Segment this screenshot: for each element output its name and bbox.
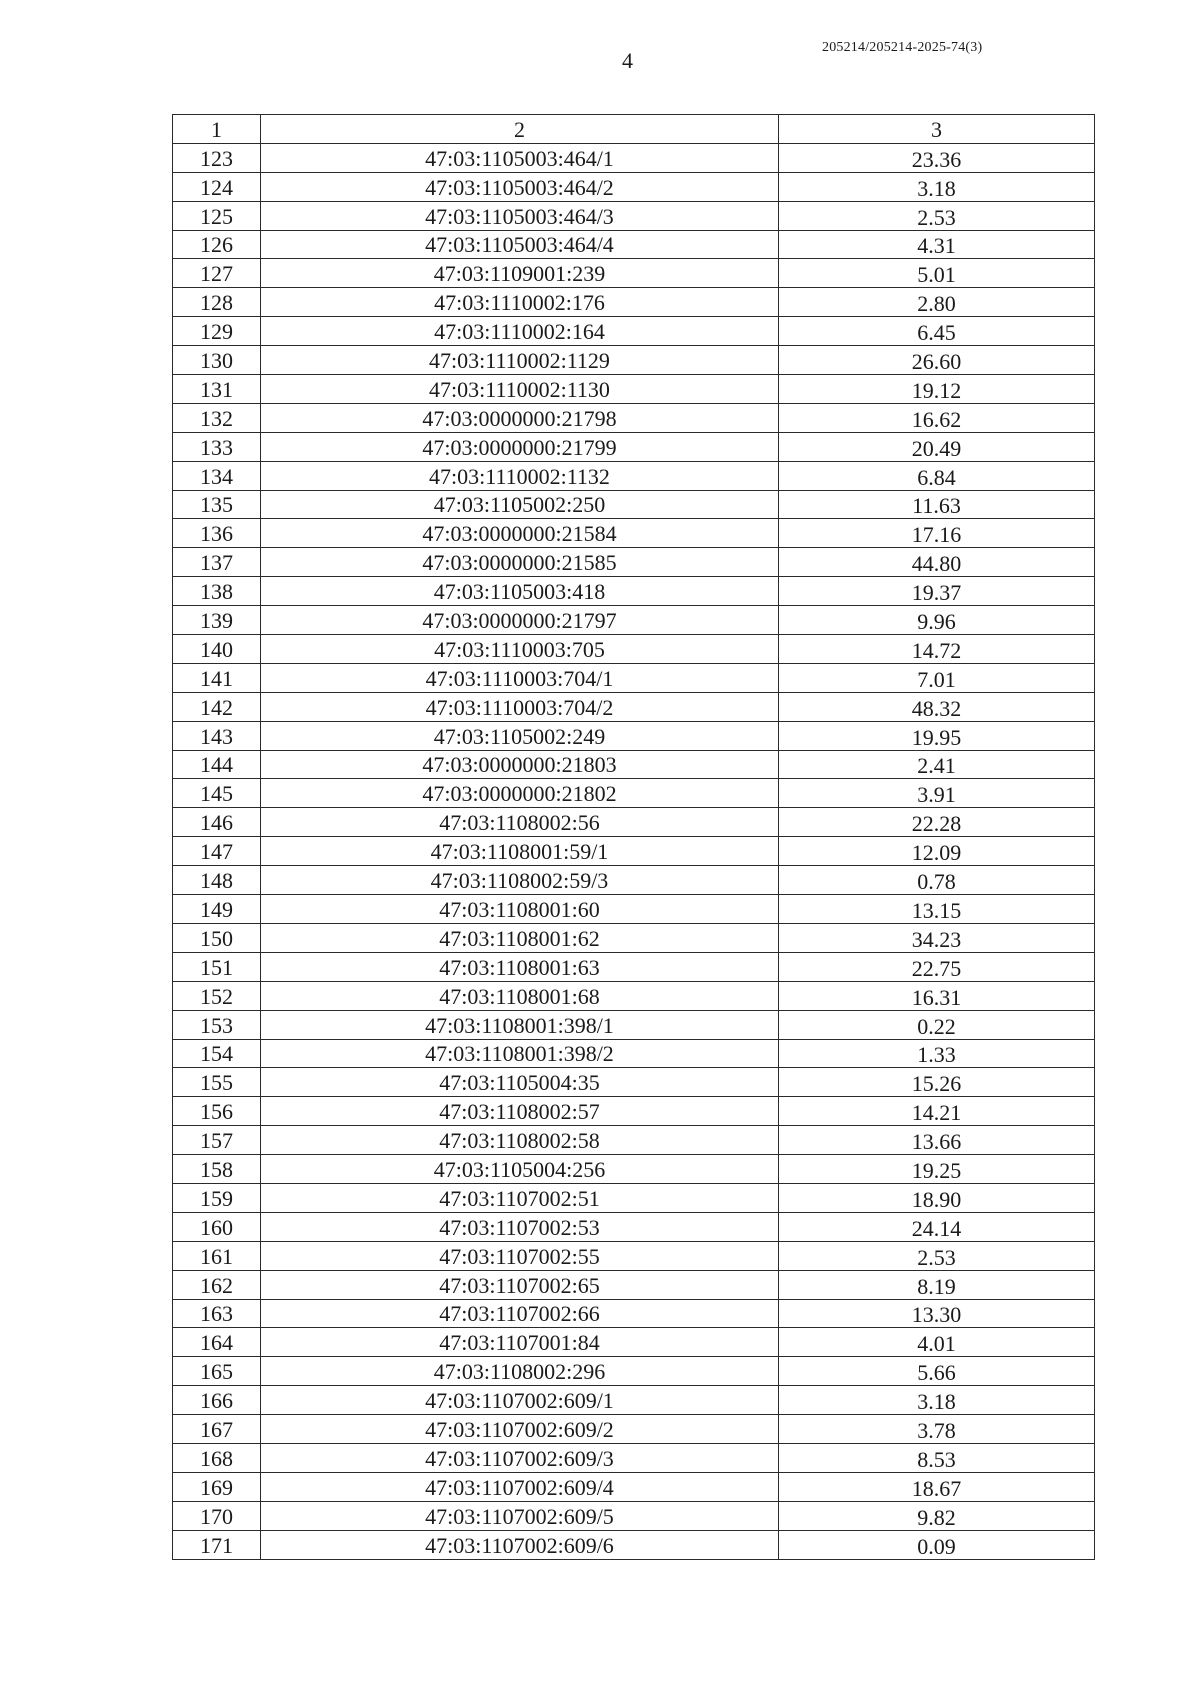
table-row xyxy=(173,317,1095,346)
row-number-cell: 127 xyxy=(173,259,261,288)
value-cell: 16.62 xyxy=(779,403,1095,432)
value-cell: 11.63 xyxy=(779,490,1095,519)
row-number-cell: 158 xyxy=(173,1155,261,1184)
table-row xyxy=(173,1212,1095,1241)
cadastral-number-cell: 47:03:1108001:68 xyxy=(261,981,779,1010)
row-number-cell: 141 xyxy=(173,663,261,692)
table-row xyxy=(173,1126,1095,1155)
row-number-cell: 146 xyxy=(173,808,261,837)
table-row xyxy=(173,288,1095,317)
row-number-cell: 150 xyxy=(173,923,261,952)
cadastral-number-cell: 47:03:1110002:1132 xyxy=(261,461,779,490)
cadastral-number-cell: 47:03:1105004:35 xyxy=(261,1068,779,1097)
row-number-cell: 157 xyxy=(173,1126,261,1155)
value-cell: 0.09 xyxy=(779,1530,1095,1559)
row-number-cell: 139 xyxy=(173,606,261,635)
parcel-table xyxy=(172,114,1095,1560)
value-cell: 6.45 xyxy=(779,317,1095,346)
cadastral-number-cell: 47:03:1105002:250 xyxy=(261,490,779,519)
cadastral-number-cell: 47:03:1110003:704/1 xyxy=(261,663,779,692)
cadastral-number-cell: 47:03:1105003:464/4 xyxy=(261,230,779,259)
row-number-cell: 151 xyxy=(173,952,261,981)
value-cell: 3.78 xyxy=(779,1415,1095,1444)
value-cell: 19.25 xyxy=(779,1155,1095,1184)
cadastral-number-cell: 47:03:1105003:464/2 xyxy=(261,172,779,201)
table-row xyxy=(173,1415,1095,1444)
row-number-cell: 166 xyxy=(173,1386,261,1415)
table-row xyxy=(173,577,1095,606)
value-cell: 0.78 xyxy=(779,866,1095,895)
table-row xyxy=(173,1501,1095,1530)
table-row xyxy=(173,201,1095,230)
row-number-cell: 128 xyxy=(173,288,261,317)
table-row xyxy=(173,1472,1095,1501)
cadastral-number-cell: 47:03:1108001:63 xyxy=(261,952,779,981)
table-row xyxy=(173,663,1095,692)
cadastral-number-cell: 47:03:1110002:164 xyxy=(261,317,779,346)
cadastral-number-cell: 47:03:0000000:21584 xyxy=(261,519,779,548)
value-cell: 19.95 xyxy=(779,721,1095,750)
row-number-cell: 130 xyxy=(173,346,261,375)
cadastral-number-cell: 47:03:1108002:56 xyxy=(261,808,779,837)
row-number-cell: 132 xyxy=(173,403,261,432)
cadastral-number-cell: 47:03:1110002:176 xyxy=(261,288,779,317)
value-cell: 18.90 xyxy=(779,1183,1095,1212)
row-number-cell: 135 xyxy=(173,490,261,519)
table-row xyxy=(173,143,1095,172)
value-cell: 3.18 xyxy=(779,172,1095,201)
row-number-cell: 156 xyxy=(173,1097,261,1126)
row-number-cell: 160 xyxy=(173,1212,261,1241)
page-number: 4 xyxy=(622,48,633,73)
table-row xyxy=(173,606,1095,635)
row-number-cell: 165 xyxy=(173,1357,261,1386)
table-row xyxy=(173,721,1095,750)
cadastral-number-cell: 47:03:1109001:239 xyxy=(261,259,779,288)
cadastral-number-cell: 47:03:1108001:60 xyxy=(261,895,779,924)
cadastral-number-cell: 47:03:1107002:609/4 xyxy=(261,1472,779,1501)
table-row xyxy=(173,1386,1095,1415)
value-cell: 24.14 xyxy=(779,1212,1095,1241)
column-header-3: 3 xyxy=(779,115,1095,144)
table-row xyxy=(173,1328,1095,1357)
cadastral-number-cell: 47:03:0000000:21799 xyxy=(261,432,779,461)
value-cell: 2.80 xyxy=(779,288,1095,317)
table-row xyxy=(173,1068,1095,1097)
value-cell: 44.80 xyxy=(779,548,1095,577)
table-row xyxy=(173,375,1095,404)
table-row xyxy=(173,837,1095,866)
row-number-cell: 171 xyxy=(173,1530,261,1559)
row-number-cell: 167 xyxy=(173,1415,261,1444)
cadastral-number-cell: 47:03:0000000:21803 xyxy=(261,750,779,779)
cadastral-number-cell: 47:03:1108002:58 xyxy=(261,1126,779,1155)
value-cell: 9.82 xyxy=(779,1501,1095,1530)
cadastral-number-cell: 47:03:1108002:57 xyxy=(261,1097,779,1126)
cadastral-number-cell: 47:03:1107002:609/3 xyxy=(261,1443,779,1472)
value-cell: 1.33 xyxy=(779,1039,1095,1068)
column-header-1: 1 xyxy=(173,115,261,144)
cadastral-number-cell: 47:03:1105004:256 xyxy=(261,1155,779,1184)
value-cell: 48.32 xyxy=(779,692,1095,721)
table-row xyxy=(173,866,1095,895)
value-cell: 17.16 xyxy=(779,519,1095,548)
row-number-cell: 136 xyxy=(173,519,261,548)
value-cell: 13.66 xyxy=(779,1126,1095,1155)
table-row xyxy=(173,1097,1095,1126)
value-cell: 0.22 xyxy=(779,1010,1095,1039)
value-cell: 2.53 xyxy=(779,201,1095,230)
table-body xyxy=(173,143,1095,1559)
value-cell: 13.30 xyxy=(779,1299,1095,1328)
table-row xyxy=(173,461,1095,490)
value-cell: 20.49 xyxy=(779,432,1095,461)
row-number-cell: 137 xyxy=(173,548,261,577)
value-cell: 22.75 xyxy=(779,952,1095,981)
table-row xyxy=(173,808,1095,837)
cadastral-number-cell: 47:03:1107002:609/1 xyxy=(261,1386,779,1415)
value-cell: 5.01 xyxy=(779,259,1095,288)
value-cell: 9.96 xyxy=(779,606,1095,635)
value-cell: 16.31 xyxy=(779,981,1095,1010)
value-cell: 7.01 xyxy=(779,663,1095,692)
row-number-cell: 140 xyxy=(173,635,261,664)
cadastral-number-cell: 47:03:1107002:66 xyxy=(261,1299,779,1328)
value-cell: 15.26 xyxy=(779,1068,1095,1097)
value-cell: 19.37 xyxy=(779,577,1095,606)
table-row xyxy=(173,1155,1095,1184)
cadastral-number-cell: 47:03:0000000:21802 xyxy=(261,779,779,808)
row-number-cell: 168 xyxy=(173,1443,261,1472)
header-row xyxy=(173,115,1095,144)
value-cell: 22.28 xyxy=(779,808,1095,837)
row-number-cell: 124 xyxy=(173,172,261,201)
cadastral-number-cell: 47:03:1108001:398/2 xyxy=(261,1039,779,1068)
table-row xyxy=(173,692,1095,721)
value-cell: 14.72 xyxy=(779,635,1095,664)
table-header xyxy=(173,115,1095,144)
value-cell: 19.12 xyxy=(779,375,1095,404)
table-row xyxy=(173,1270,1095,1299)
value-cell: 2.41 xyxy=(779,750,1095,779)
cadastral-number-cell: 47:03:1110003:704/2 xyxy=(261,692,779,721)
value-cell: 4.31 xyxy=(779,230,1095,259)
row-number-cell: 161 xyxy=(173,1241,261,1270)
table-row xyxy=(173,230,1095,259)
row-number-cell: 125 xyxy=(173,201,261,230)
value-cell: 4.01 xyxy=(779,1328,1095,1357)
value-cell: 14.21 xyxy=(779,1097,1095,1126)
table-row xyxy=(173,548,1095,577)
value-cell: 26.60 xyxy=(779,346,1095,375)
cadastral-number-cell: 47:03:1107001:84 xyxy=(261,1328,779,1357)
table-row xyxy=(173,346,1095,375)
cadastral-number-cell: 47:03:0000000:21798 xyxy=(261,403,779,432)
cadastral-number-cell: 47:03:1107002:609/2 xyxy=(261,1415,779,1444)
row-number-cell: 143 xyxy=(173,721,261,750)
cadastral-number-cell: 47:03:1107002:609/6 xyxy=(261,1530,779,1559)
table-row xyxy=(173,750,1095,779)
table-row xyxy=(173,1530,1095,1559)
row-number-cell: 162 xyxy=(173,1270,261,1299)
table-row xyxy=(173,403,1095,432)
row-number-cell: 159 xyxy=(173,1183,261,1212)
cadastral-number-cell: 47:03:1105002:249 xyxy=(261,721,779,750)
cadastral-number-cell: 47:03:1108001:59/1 xyxy=(261,837,779,866)
row-number-cell: 154 xyxy=(173,1039,261,1068)
row-number-cell: 144 xyxy=(173,750,261,779)
row-number-cell: 123 xyxy=(173,143,261,172)
row-number-cell: 142 xyxy=(173,692,261,721)
cadastral-number-cell: 47:03:1110002:1129 xyxy=(261,346,779,375)
table-row xyxy=(173,923,1095,952)
row-number-cell: 147 xyxy=(173,837,261,866)
row-number-cell: 148 xyxy=(173,866,261,895)
table-row xyxy=(173,981,1095,1010)
cadastral-number-cell: 47:03:1108001:62 xyxy=(261,923,779,952)
cadastral-number-cell: 47:03:1107002:609/5 xyxy=(261,1501,779,1530)
row-number-cell: 169 xyxy=(173,1472,261,1501)
table-row xyxy=(173,1357,1095,1386)
row-number-cell: 152 xyxy=(173,981,261,1010)
cadastral-number-cell: 47:03:1108002:296 xyxy=(261,1357,779,1386)
cadastral-number-cell: 47:03:1108001:398/1 xyxy=(261,1010,779,1039)
row-number-cell: 155 xyxy=(173,1068,261,1097)
cadastral-number-cell: 47:03:1105003:464/1 xyxy=(261,143,779,172)
table-row xyxy=(173,259,1095,288)
value-cell: 5.66 xyxy=(779,1357,1095,1386)
cadastral-number-cell: 47:03:1107002:53 xyxy=(261,1212,779,1241)
column-header-2: 2 xyxy=(261,115,779,144)
table-row xyxy=(173,432,1095,461)
cadastral-number-cell: 47:03:1107002:51 xyxy=(261,1183,779,1212)
table-row xyxy=(173,1010,1095,1039)
document-reference: 205214/205214-2025-74(3) xyxy=(822,40,983,55)
table-row xyxy=(173,1241,1095,1270)
cadastral-number-cell: 47:03:1110002:1130 xyxy=(261,375,779,404)
table-row xyxy=(173,952,1095,981)
cadastral-number-cell: 47:03:1108002:59/3 xyxy=(261,866,779,895)
row-number-cell: 126 xyxy=(173,230,261,259)
table-row xyxy=(173,779,1095,808)
table-row xyxy=(173,1299,1095,1328)
value-cell: 18.67 xyxy=(779,1472,1095,1501)
row-number-cell: 164 xyxy=(173,1328,261,1357)
table-row xyxy=(173,635,1095,664)
table-row xyxy=(173,1183,1095,1212)
value-cell: 8.53 xyxy=(779,1443,1095,1472)
row-number-cell: 149 xyxy=(173,895,261,924)
row-number-cell: 131 xyxy=(173,375,261,404)
cadastral-number-cell: 47:03:0000000:21585 xyxy=(261,548,779,577)
cadastral-number-cell: 47:03:1105003:464/3 xyxy=(261,201,779,230)
row-number-cell: 153 xyxy=(173,1010,261,1039)
table-row xyxy=(173,490,1095,519)
value-cell: 23.36 xyxy=(779,143,1095,172)
row-number-cell: 145 xyxy=(173,779,261,808)
table-row xyxy=(173,1443,1095,1472)
row-number-cell: 134 xyxy=(173,461,261,490)
cadastral-number-cell: 47:03:0000000:21797 xyxy=(261,606,779,635)
value-cell: 8.19 xyxy=(779,1270,1095,1299)
cadastral-number-cell: 47:03:1110003:705 xyxy=(261,635,779,664)
table-row xyxy=(173,519,1095,548)
value-cell: 34.23 xyxy=(779,923,1095,952)
value-cell: 3.18 xyxy=(779,1386,1095,1415)
row-number-cell: 138 xyxy=(173,577,261,606)
table-row xyxy=(173,172,1095,201)
value-cell: 2.53 xyxy=(779,1241,1095,1270)
cadastral-number-cell: 47:03:1107002:65 xyxy=(261,1270,779,1299)
value-cell: 6.84 xyxy=(779,461,1095,490)
row-number-cell: 163 xyxy=(173,1299,261,1328)
value-cell: 13.15 xyxy=(779,895,1095,924)
cadastral-number-cell: 47:03:1105003:418 xyxy=(261,577,779,606)
table-row xyxy=(173,1039,1095,1068)
row-number-cell: 129 xyxy=(173,317,261,346)
cadastral-number-cell: 47:03:1107002:55 xyxy=(261,1241,779,1270)
table-row xyxy=(173,895,1095,924)
row-number-cell: 133 xyxy=(173,432,261,461)
row-number-cell: 170 xyxy=(173,1501,261,1530)
value-cell: 12.09 xyxy=(779,837,1095,866)
value-cell: 3.91 xyxy=(779,779,1095,808)
